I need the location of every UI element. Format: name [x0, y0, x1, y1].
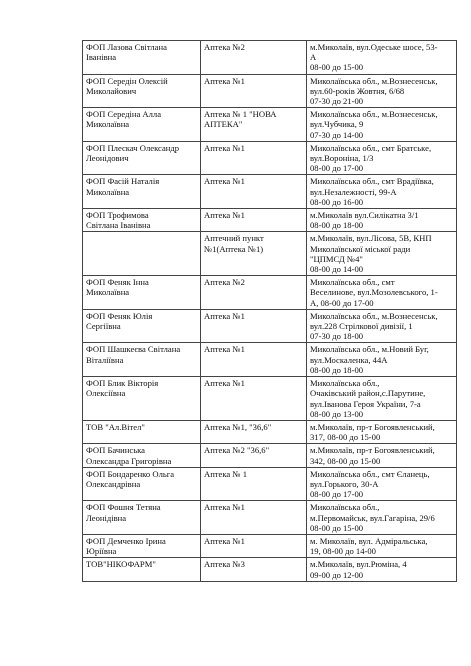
cell-text-line: ТОВ "Ал.Вітел": [86, 421, 145, 432]
cell-text-line: Віталіївна: [86, 354, 124, 365]
cell-text-line: м. Миколаїв, вул. Адміральська,: [310, 535, 428, 546]
cell-text-line: Леонідович: [86, 153, 129, 164]
cell-text-line: Аптека №2: [204, 277, 245, 288]
owner-cell: [83, 343, 201, 377]
cell-text-line: ФОП Блик Вікторія: [86, 378, 159, 389]
cell-text-line: м.Миколаїв, вул.Одеське шосе, 53-: [310, 42, 438, 52]
cell-text-line: Олексіївна: [86, 388, 126, 399]
cell-text-line: Миколаївна: [86, 287, 130, 298]
cell-text-line: ФОП Феняк Юлія: [86, 310, 153, 321]
cell-text-line: вул.Незалежності, 99-А: [310, 186, 397, 197]
cell-text-line: АПТЕКА": [204, 119, 243, 130]
owner-cell: [83, 209, 201, 232]
cell-text-line: Аптека № 1 "НОВА: [204, 109, 277, 120]
cell-text-line: вул.228 Стрілкової дивізії, 1: [310, 321, 413, 332]
address-cell: [307, 377, 457, 421]
table-row: [83, 444, 457, 467]
pharmacy-cell: [201, 232, 307, 276]
address-cell: [307, 343, 457, 377]
cell-text-line: 08-00 до 14-00: [310, 264, 364, 275]
cell-text-line: м.Миколаїв, пр-т Богоявленський,: [310, 445, 435, 456]
table-row: [83, 175, 457, 209]
cell-text-line: 08-00 до 18-00: [310, 220, 364, 231]
cell-text-line: Миколаївська обл., м.Новий Буг,: [310, 344, 429, 355]
address-cell: [307, 141, 457, 175]
cell-text-line: Аптечний пункт: [204, 233, 264, 244]
cell-text-line: вул.Іванова Героя України, 7-а: [310, 398, 421, 409]
cell-text-line: вул.Горького, 30-А: [310, 478, 379, 489]
pharmacy-cell: [201, 276, 307, 310]
cell-text-line: Леонідівна: [86, 512, 127, 523]
owner-cell: [83, 41, 201, 75]
cell-text-line: Очаківський район,с.Парутине,: [310, 388, 426, 399]
cell-text-line: Миколаївська обл., смт: [310, 277, 395, 288]
table-row: [83, 74, 457, 108]
owner-cell: [83, 420, 201, 443]
pharmacy-cell: [201, 444, 307, 467]
address-cell: [307, 108, 457, 142]
cell-text-line: А, 08-00 до 17-00: [310, 297, 374, 308]
cell-text-line: Миколаївська обл., смт Врадіївка,: [310, 176, 434, 187]
table-row: [83, 141, 457, 175]
owner-cell: [83, 309, 201, 343]
cell-text-line: 08-00 до 13-00: [310, 408, 364, 419]
owner-cell: [83, 175, 201, 209]
cell-text-line: А: [310, 52, 317, 63]
cell-text-line: Миколаївської міської ради: [310, 243, 411, 254]
cell-text-line: ФОП Демченко Ірина: [86, 535, 166, 546]
cell-text-line: Аптека №1: [204, 344, 245, 355]
address-cell: [307, 175, 457, 209]
cell-text-line: Миколаївна: [86, 186, 130, 197]
cell-text-line: Аптека №2: [204, 42, 245, 52]
address-cell: [307, 276, 457, 310]
pharmacy-table: [82, 40, 457, 582]
pharmacy-cell: [201, 534, 307, 557]
cell-text-line: 09-00 до 12-00: [310, 569, 364, 580]
owner-cell: [83, 74, 201, 108]
cell-text-line: ФОП Трофимова: [86, 210, 149, 221]
cell-text-line: Аптека №1: [204, 378, 245, 389]
table-row: [83, 276, 457, 310]
cell-text-line: ФОП Бондаренко Ольга: [86, 468, 175, 479]
pharmacy-cell: [201, 209, 307, 232]
cell-text-line: 07-30 до 21-00: [310, 96, 364, 107]
cell-text-line: Аптека №2 "36,6": [204, 445, 270, 456]
cell-text-line: 08-00 до 17-00: [310, 163, 364, 174]
address-cell: [307, 467, 457, 501]
cell-text-line: 07-30 до 18-00: [310, 331, 364, 342]
cell-text-line: Миколаївська обл., м.Вознесенськ,: [310, 75, 438, 86]
owner-cell: [83, 377, 201, 421]
pharmacy-cell: [201, 74, 307, 108]
owner-cell: [83, 141, 201, 175]
pharmacy-cell: [201, 467, 307, 501]
cell-text-line: Олександрівна: [86, 478, 141, 489]
owner-cell: [83, 276, 201, 310]
pharmacy-cell: [201, 309, 307, 343]
cell-text-line: Миколаївська обл.,: [310, 378, 380, 389]
owner-cell: [83, 501, 201, 535]
cell-text-line: Олександра Григорівна: [86, 455, 172, 466]
address-cell: [307, 41, 457, 75]
table-row: [83, 309, 457, 343]
table-row: [83, 209, 457, 232]
cell-text-line: Миколаївська обл., смт Єланець,: [310, 468, 430, 479]
cell-text-line: вул.Вороніна, 1/3: [310, 153, 374, 164]
pharmacy-table-body: [83, 41, 457, 582]
address-cell: [307, 558, 457, 581]
cell-text-line: 07-30 до 14-00: [310, 129, 364, 140]
cell-text-line: Миколаївна: [86, 119, 130, 130]
pharmacy-cell: [201, 141, 307, 175]
cell-text-line: 317, 08-00 до 15-00: [310, 432, 381, 443]
owner-cell: [83, 108, 201, 142]
cell-text-line: Миколайович: [86, 85, 137, 96]
table-row: [83, 420, 457, 443]
address-cell: [307, 309, 457, 343]
cell-text-line: Аптека №1, "36,6": [204, 421, 272, 432]
cell-text-line: Аптека №1: [204, 176, 245, 187]
pharmacy-cell: [201, 108, 307, 142]
address-cell: [307, 501, 457, 535]
cell-text-line: Іванівна: [86, 52, 117, 63]
table-row: [83, 558, 457, 581]
address-cell: [307, 534, 457, 557]
pharmacy-cell: [201, 343, 307, 377]
cell-text-line: Аптека №1: [204, 75, 245, 86]
address-cell: [307, 420, 457, 443]
cell-text-line: 08-00 до 15-00: [310, 62, 364, 73]
cell-text-line: 342, 08-00 до 15-00: [310, 455, 381, 466]
cell-text-line: ФОП Феняк Інна: [86, 277, 149, 288]
owner-cell: [83, 558, 201, 581]
table-row: [83, 501, 457, 535]
cell-text-line: ФОП Шашкеєва Світлана: [86, 344, 181, 355]
table-row: [83, 108, 457, 142]
cell-text-line: Миколаївська обл., смт Братське,: [310, 142, 432, 153]
cell-text-line: Світлана Іванівна: [86, 220, 151, 231]
cell-text-line: м.Миколаїв, вул.Рюміна, 4: [310, 559, 407, 570]
address-cell: [307, 232, 457, 276]
cell-text-line: ФОП Середіна Алла: [86, 109, 162, 120]
cell-text-line: м.Первомайськ, вул.Гагаріна, 29/6: [310, 512, 435, 523]
cell-text-line: Аптека №1: [204, 142, 245, 153]
cell-text-line: "ЦПМСД №4": [310, 253, 363, 264]
cell-text-line: Аптека №1: [204, 502, 245, 513]
table-row: [83, 534, 457, 557]
owner-cell: [83, 444, 201, 467]
cell-text-line: 08-00 до 15-00: [310, 522, 364, 533]
cell-text-line: м.Миколаїв вул.Силікатна 3/1: [310, 210, 419, 221]
cell-text-line: ТОВ"НІКОФАРМ": [86, 559, 156, 570]
cell-text-line: 08-00 до 18-00: [310, 364, 364, 375]
cell-text-line: Аптека №1: [204, 210, 245, 221]
pharmacy-cell: [201, 558, 307, 581]
pharmacy-cell: [201, 377, 307, 421]
cell-text-line: вул.Чубчика, 9: [310, 119, 364, 130]
cell-text-line: 08-00 до 17-00: [310, 489, 364, 500]
cell-text-line: Аптека №1: [204, 310, 245, 321]
cell-text-line: ФОП Фошня Тетяна: [86, 502, 161, 513]
owner-cell: [83, 534, 201, 557]
cell-text-line: Аптека №3: [204, 559, 245, 570]
cell-text-line: Юріївна: [86, 546, 117, 557]
owner-cell: [83, 467, 201, 501]
table-row: [83, 232, 457, 276]
cell-text-line: ФОП Лазова Світлана: [86, 42, 167, 52]
owner-cell: [83, 232, 201, 276]
pharmacy-cell: [201, 41, 307, 75]
table-row: [83, 41, 457, 75]
cell-text-line: м.Миколаїв, пр-т Богоявленський,: [310, 421, 435, 432]
pharmacy-cell: [201, 175, 307, 209]
table-row: [83, 377, 457, 421]
cell-text-line: 08-00 до 16-00: [310, 196, 364, 207]
pharmacy-cell: [201, 501, 307, 535]
cell-text-line: вул.Москаленка, 44А: [310, 354, 388, 365]
cell-text-line: вул.60-років Жовтня, 6/68: [310, 85, 405, 96]
cell-text-line: Сергіївна: [86, 321, 121, 332]
cell-text-line: Миколаївська обл., м.Вознесенськ,: [310, 109, 438, 120]
table-row: [83, 467, 457, 501]
address-cell: [307, 74, 457, 108]
cell-text-line: ФОП Фасій Наталія: [86, 176, 160, 187]
table-row: [83, 343, 457, 377]
cell-text-line: Аптека №1: [204, 535, 245, 546]
cell-text-line: Веселинове, вул.Мозолевського, 1-: [310, 287, 438, 298]
cell-text-line: ФОП Бачинська: [86, 445, 145, 456]
cell-text-line: м.Миколаїв, вул.Лісова, 5В, КНП: [310, 233, 432, 244]
cell-text-line: №1(Аптека №1): [204, 243, 264, 254]
address-cell: [307, 444, 457, 467]
cell-text-line: Аптека № 1: [204, 468, 248, 479]
cell-text-line: ФОП Середін Олексій: [86, 75, 168, 86]
address-cell: [307, 209, 457, 232]
cell-text-line: Миколаївська обл.,: [310, 502, 380, 513]
cell-text-line: Миколаївська обл., м.Вознесенськ,: [310, 310, 438, 321]
cell-text-line: ФОП Плескач Олександр: [86, 142, 180, 153]
pharmacy-cell: [201, 420, 307, 443]
cell-text-line: 19, 08-00 до 14-00: [310, 546, 376, 557]
